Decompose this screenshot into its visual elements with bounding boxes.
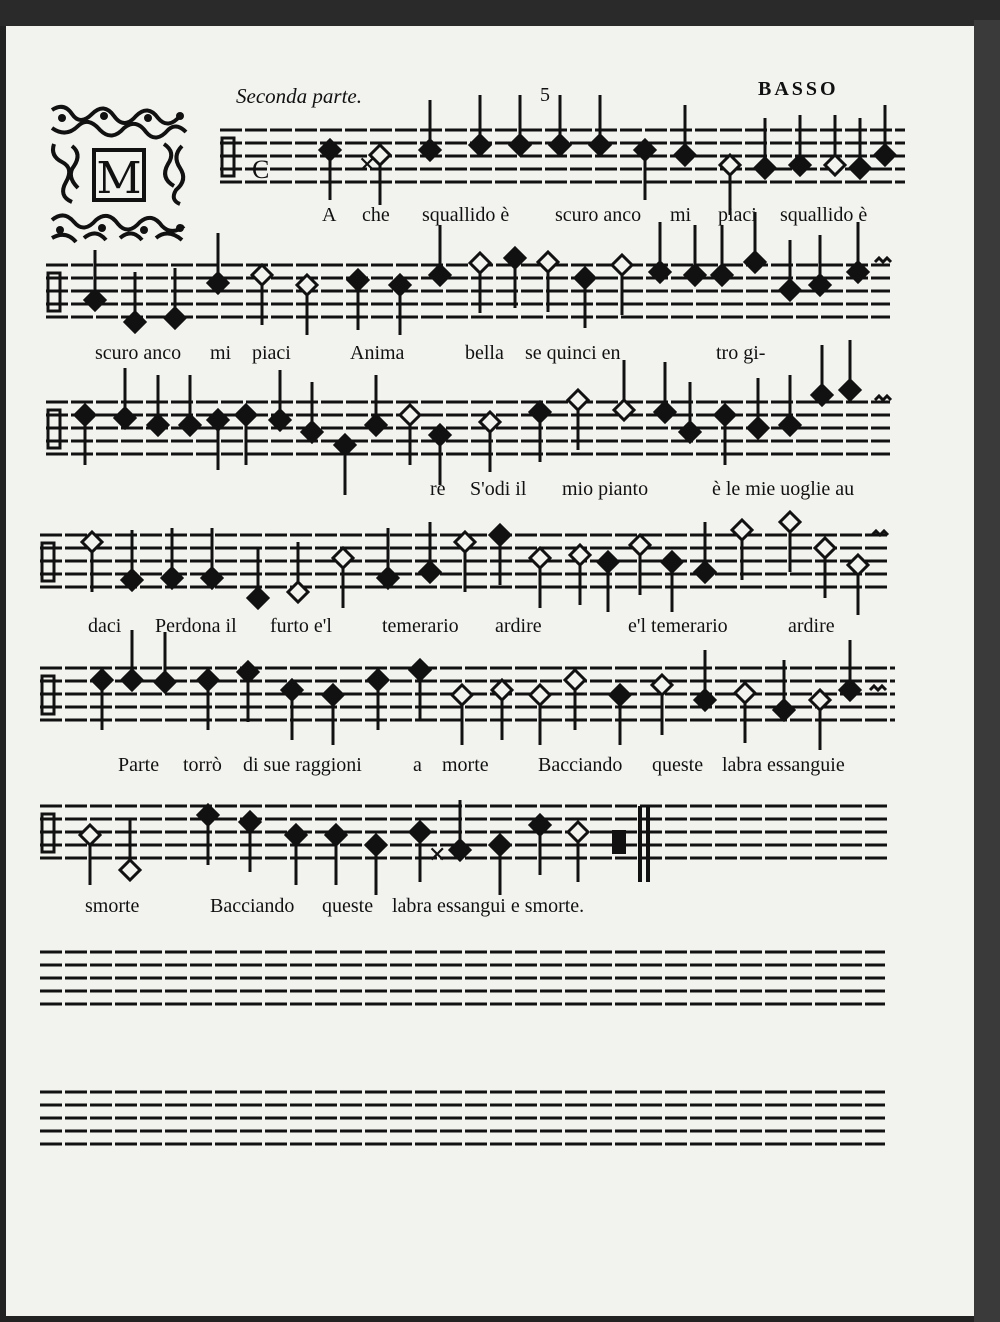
- note-head-icon: [490, 525, 510, 545]
- note-head-icon: [348, 270, 368, 290]
- note-head-icon: [510, 135, 530, 155]
- note-head-icon: [155, 672, 175, 692]
- section-title: Seconda parte.: [236, 84, 362, 108]
- note-head-icon: [780, 280, 800, 300]
- lyric-word: è le mie uoglie au: [712, 478, 855, 500]
- note-head-icon: [323, 685, 343, 705]
- note-head-icon: [732, 520, 752, 540]
- lyric-word: furto e'l: [270, 615, 332, 637]
- note-head-icon: [530, 685, 550, 705]
- note-head-icon: [735, 683, 755, 703]
- voice-part-label: BASSO: [758, 78, 839, 100]
- note-head-icon: [680, 422, 700, 442]
- lyric-word: queste: [322, 895, 374, 917]
- note-head-icon: [282, 680, 302, 700]
- lyric-word: mi: [670, 204, 692, 226]
- note-head-icon: [236, 405, 256, 425]
- note-head-icon: [550, 135, 570, 155]
- note-head-icon: [748, 418, 768, 438]
- note-head-icon: [790, 155, 810, 175]
- note-head-icon: [774, 700, 794, 720]
- note-head-icon: [840, 680, 860, 700]
- sharp-icon: ✕: [428, 843, 447, 868]
- note-head-icon: [675, 145, 695, 165]
- note-head-icon: [840, 380, 860, 400]
- lyric-word: re: [430, 478, 446, 500]
- lyric-word: tro gi-: [716, 342, 766, 364]
- note-head-icon: [410, 660, 430, 680]
- lyric-word: morte: [442, 754, 489, 776]
- note-head-icon: [326, 825, 346, 845]
- lyric-word: labra essangui e smorte.: [392, 895, 585, 917]
- note-head-icon: [238, 662, 258, 682]
- lyric-word: piaci: [718, 204, 757, 226]
- note-head-icon: [240, 812, 260, 832]
- note-head-icon: [366, 835, 386, 855]
- note-head-icon: [248, 588, 268, 608]
- note-head-icon: [848, 555, 868, 575]
- note-head-icon: [598, 552, 618, 572]
- lyric-word: temerario: [382, 615, 459, 637]
- note-head-icon: [780, 415, 800, 435]
- note-head-icon: [630, 535, 650, 555]
- note-head-icon: [875, 145, 895, 165]
- note-head-icon: [720, 155, 740, 175]
- lyric-word: e'l temerario: [628, 615, 728, 637]
- lyric-word: se quinci en: [525, 342, 621, 364]
- lyric-word: Anima: [350, 342, 405, 364]
- note-head-icon: [202, 568, 222, 588]
- note-head-icon: [452, 685, 472, 705]
- note-head-icon: [286, 825, 306, 845]
- lyric-word: smorte: [85, 895, 140, 917]
- note-head-icon: [755, 158, 775, 178]
- lyric-word: Perdona il: [155, 615, 237, 637]
- lyric-word: ardire: [788, 615, 835, 637]
- lyric-word: ardire: [495, 615, 542, 637]
- lyric-word: Parte: [118, 754, 160, 776]
- note-head-icon: [162, 568, 182, 588]
- note-head-icon: [420, 562, 440, 582]
- note-head-icon: [122, 670, 142, 690]
- note-head-icon: [530, 548, 550, 568]
- note-head-icon: [490, 835, 510, 855]
- note-head-icon: [335, 435, 355, 455]
- note-head-icon: [568, 390, 588, 410]
- note-head-icon: [568, 822, 588, 842]
- final-longa-icon: [612, 830, 626, 854]
- note-head-icon: [662, 552, 682, 572]
- note-head-icon: [378, 568, 398, 588]
- lyric-word: daci: [88, 615, 122, 637]
- lyric-word: di sue raggioni: [243, 754, 362, 776]
- note-head-icon: [115, 408, 135, 428]
- lyric-word: Bacciando: [538, 754, 623, 776]
- note-head-icon: [120, 860, 140, 880]
- page-number: 5: [540, 84, 550, 106]
- note-head-icon: [333, 548, 353, 568]
- lyric-word: S'odi il: [470, 478, 527, 500]
- note-head-icon: [288, 582, 308, 602]
- note-head-icon: [695, 562, 715, 582]
- note-head-icon: [745, 252, 765, 272]
- note-head-icon: [198, 805, 218, 825]
- lyric-word: torrò: [183, 754, 222, 776]
- note-head-icon: [575, 268, 595, 288]
- note-head-icon: [368, 670, 388, 690]
- note-head-icon: [655, 402, 675, 422]
- note-head-icon: [92, 670, 112, 690]
- note-head-icon: [80, 825, 100, 845]
- sharp-icon: ✕: [358, 153, 377, 178]
- lyric-word: Bacciando: [210, 895, 295, 917]
- note-head-icon: [252, 265, 272, 285]
- lyric-word: queste: [652, 754, 704, 776]
- note-head-icon: [148, 415, 168, 435]
- custos-icon: [875, 396, 891, 400]
- note-head-icon: [492, 680, 512, 700]
- lyric-word: squallido è: [780, 204, 868, 226]
- note-head-icon: [685, 265, 705, 285]
- lyric-word: bella: [465, 342, 504, 364]
- note-head-icon: [715, 405, 735, 425]
- note-head-icon: [180, 415, 200, 435]
- note-head-icon: [652, 675, 672, 695]
- note-head-icon: [565, 670, 585, 690]
- note-head-icon: [815, 538, 835, 558]
- note-head-icon: [610, 685, 630, 705]
- note-head-icon: [590, 135, 610, 155]
- note-head-icon: [430, 265, 450, 285]
- note-head-icon: [400, 405, 420, 425]
- note-head-icon: [125, 312, 145, 332]
- lyric-word: mio pianto: [562, 478, 649, 500]
- custos-icon: [872, 531, 888, 535]
- note-head-icon: [612, 255, 632, 275]
- note-head-icon: [366, 415, 386, 435]
- lyric-word: labra essanguie: [722, 754, 845, 776]
- lyric-word: A: [322, 204, 337, 226]
- custos-icon: [875, 258, 891, 262]
- time-signature: C: [252, 155, 270, 184]
- note-head-icon: [530, 402, 550, 422]
- note-head-icon: [198, 670, 218, 690]
- note-head-icon: [538, 252, 558, 272]
- note-head-icon: [302, 422, 322, 442]
- custos-icon: [870, 686, 886, 690]
- note-head-icon: [712, 265, 732, 285]
- lyric-word: che: [362, 204, 390, 226]
- note-head-icon: [165, 308, 185, 328]
- lyric-word: a: [413, 754, 422, 776]
- note-head-icon: [85, 290, 105, 310]
- note-head-icon: [75, 405, 95, 425]
- lyric-word: squallido è: [422, 204, 510, 226]
- note-head-icon: [825, 155, 845, 175]
- lyric-word: scuro anco: [555, 204, 642, 226]
- initial-letter: M: [92, 148, 146, 202]
- note-head-icon: [410, 822, 430, 842]
- lyric-word: mi: [210, 342, 232, 364]
- lyric-word: scuro anco: [95, 342, 182, 364]
- note-head-icon: [780, 512, 800, 532]
- note-head-icon: [470, 135, 490, 155]
- note-head-icon: [470, 253, 490, 273]
- lyric-word: piaci: [252, 342, 291, 364]
- note-head-icon: [850, 158, 870, 178]
